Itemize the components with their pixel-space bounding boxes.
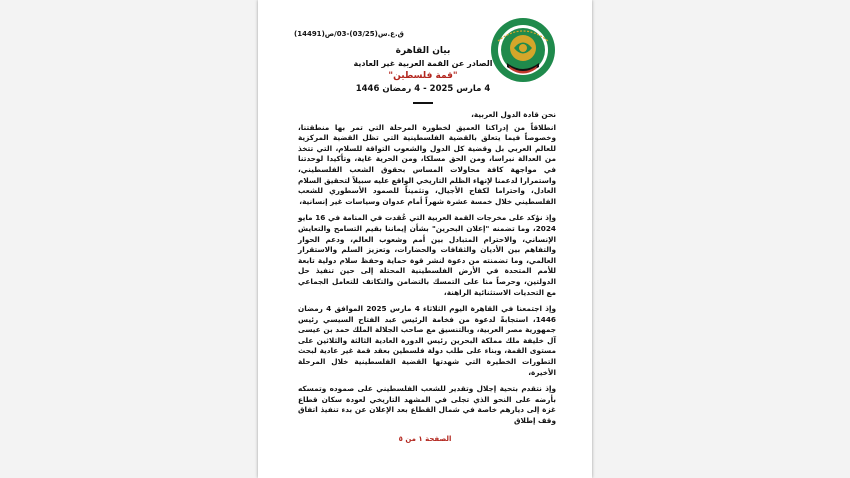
statement-date: 4 مارس 2025 - 4 رمضان 1446 — [355, 84, 491, 94]
statement-title: بيان القاهرة — [395, 46, 451, 56]
paragraph: وإذ نتقدم بتحية إجلال وتقدير للشعب الفلسطيني على صموده وتمسكه بأرضه على النحو الذي تجلى في المشهد التاريخي لعودة سكان قطاع غزة إلى ديارهم خاصة في شمال القطاع بعد الإعلان عن بدء تنفيذ اتفاق وقف إطلاق — [298, 384, 556, 426]
statement-subtitle: الصادر عن القمة العربية غير العادية — [353, 59, 493, 68]
paragraph: وإذ اجتمعنا في القاهرة اليوم الثلاثاء 4 مارس 2025 الموافق 4 رمضان 1446، استجابةً لدعوة من فخامة الرئيس عبد الفتاح السيسي رئيس جمهورية مصر العربية، وبالتنسيق مع صاحب الجلالة الملك حمد بن عيسى آل خليفة ملك مملكة البحرين رئيس الدورة العادية الثالثة والثلاثين على مستوى القمة، وبناء على طلب دولة فلسطين بعقد قمة غير عادية لبحث التطورات الخطيرة التي شهدتها القضية الفلسطينية خلال المرحلة الأخيرة، — [298, 304, 556, 377]
document-page — [258, 0, 592, 478]
page-number: الصفحة ١ من ٥ — [398, 435, 452, 443]
paragraph: وإذ نؤكد على مخرجات القمة العربية التي عُقدت في المنامة في 16 مايو 2024، وما تضمنه "إعلان البحرين" بشأن إيماننا بقيم التسامح والتعايش الإنساني، والاحترام المتبادل بين أمم وشعوب العالم، ودعم الحوار والتفاهم بين الأديان والثقافات والحضارات، وتعزيز السلم والاستقرار العالمي، وما تضمنته من دعوة لنشر قوة حماية وحفظ سلام دولية تابعة للأمم المتحدة في الأرض الفلسطينية المحتلة إلى حين تنفيذ حل الدولتين، وحرصاً منا على التمسك بالتضامن والتكاتف للتعامل الجماعي مع التحديات الاستثنائية الراهنة، — [298, 213, 556, 297]
summit-name: "قمة فلسطين" — [388, 71, 458, 81]
statement-body — [298, 110, 556, 433]
statement-heading — [348, 45, 498, 104]
heading-divider — [413, 102, 433, 104]
arab-league-emblem-icon — [490, 17, 556, 83]
reference-number: ق.ع.س(03/25)-03/ص(14491) — [294, 30, 404, 38]
paragraph: نحن قادة الدول العربية، — [471, 110, 556, 119]
paragraph: انطلاقاً من إدراكنا العميق لخطورة المرحلة التي تمر بها منطقتنا، وخصوصاً فيما يتعلق بالقضية الفلسطينية التي تظل القضية المركزية للعالم العربي بل وقضية كل الدول والشعوب التواقة للسلام، التي تتخذ من العدالة نبراسا، ومن الحق مسلكا، ومن الحرية غاية، وتأكيدا لوحدتنا في مواجهة كافة محاولات المساس بحقوق الشعب الفلسطيني، واستمرارا لدعمنا لإنهاء الظلم التاريخي الواقع عليه سبيلاً لتحقيق السلام العادل، واحتراما لكفاح الأجيال، وتثميناً للصمود الأسطوري للشعب الفلسطيني خلال خمسة عشرة شهراً أمام عدوان وسياسات غير إنسانية، — [298, 122, 556, 206]
